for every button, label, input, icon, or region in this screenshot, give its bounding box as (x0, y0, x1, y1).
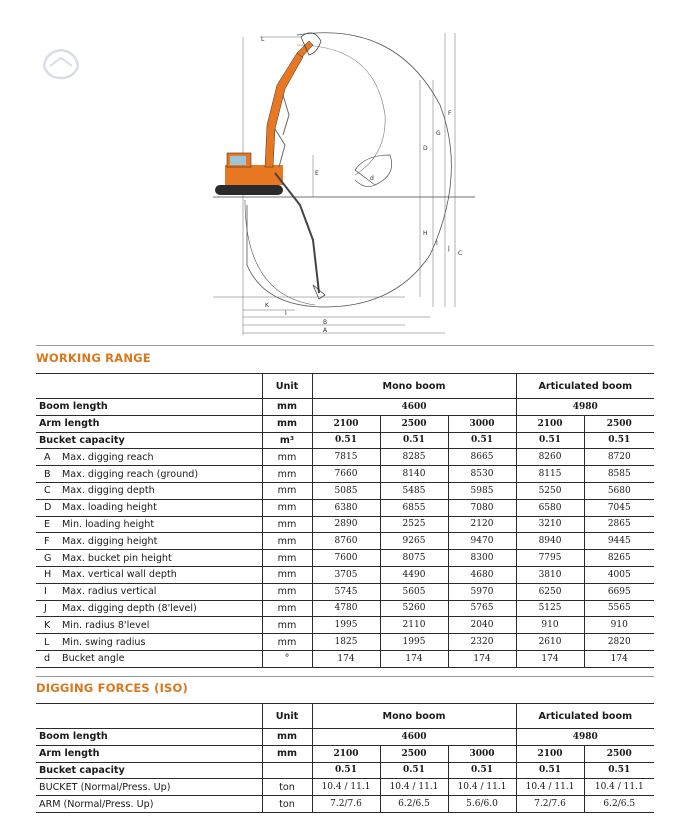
row-label (36, 634, 262, 651)
row-unit: mm (262, 516, 312, 533)
cell: 8720 (584, 449, 654, 466)
cell: 4490 (380, 566, 448, 583)
row-unit: mm (262, 415, 312, 432)
cell: 910 (584, 617, 654, 634)
row-unit: mm (262, 449, 312, 466)
cell: 8300 (448, 550, 516, 567)
cell: 2890 (312, 516, 380, 533)
row-label-text: Max. digging depth (8'level) (62, 602, 197, 614)
cell: 0.51 (380, 762, 448, 779)
cell: 5250 (516, 482, 584, 499)
cell: 9470 (448, 533, 516, 550)
cell: 0.51 (516, 762, 584, 779)
row-label-text: Max. vertical wall depth (62, 569, 177, 581)
row-code: L (44, 636, 50, 648)
cell: 8585 (584, 466, 654, 483)
cell: 5085 (312, 482, 380, 499)
cell: 2500 (584, 415, 654, 432)
working-range-title: WORKING RANGE (36, 351, 151, 365)
cell: 10.4 / 11.1 (380, 779, 448, 796)
diagram-label-bucket-angle: d (370, 175, 374, 182)
cell: 8140 (380, 466, 448, 483)
row-code: I (44, 586, 47, 598)
cell: 1995 (312, 617, 380, 634)
row-label (36, 600, 262, 617)
working-range-diagram (205, 25, 485, 343)
cell: 174 (448, 650, 516, 667)
row-label: Arm length (36, 415, 262, 432)
section-divider (36, 345, 654, 346)
table-row (36, 566, 654, 583)
row-unit: ton (262, 796, 312, 813)
table-row (36, 516, 654, 533)
row-unit: mm (262, 634, 312, 651)
cell: 6580 (516, 499, 584, 516)
row-code: F (44, 535, 50, 547)
row-unit: mm (262, 729, 312, 746)
table-row (36, 729, 654, 746)
mono-boom-header: Mono boom (312, 704, 516, 729)
cell: 2820 (584, 634, 654, 651)
cell: 0.51 (448, 762, 516, 779)
working-range-table (36, 373, 654, 668)
unit-header: Unit (262, 704, 312, 729)
table-row (36, 482, 654, 499)
cell: 8075 (380, 550, 448, 567)
cell: 5605 (380, 583, 448, 600)
table-row (36, 399, 654, 416)
row-unit: m³ (262, 432, 312, 449)
cell: 5680 (584, 482, 654, 499)
cell: 2040 (448, 617, 516, 634)
cell: 4980 (516, 399, 654, 416)
row-label (36, 466, 262, 483)
row-code: K (44, 619, 51, 631)
cell: 4600 (312, 729, 516, 746)
cell: 2100 (516, 415, 584, 432)
section-divider (36, 676, 654, 677)
cell: 6.2/6.5 (380, 796, 448, 813)
mono-boom-header: Mono boom (312, 374, 516, 399)
cell: 0.51 (380, 432, 448, 449)
cell: 3810 (516, 566, 584, 583)
diagram-label-d: D (423, 145, 428, 152)
cell: 10.4 / 11.1 (448, 779, 516, 796)
cell: 2100 (312, 415, 380, 432)
row-code: E (44, 518, 51, 530)
cell: 8530 (448, 466, 516, 483)
cell: 7.2/7.6 (312, 796, 380, 813)
row-unit: mm (262, 745, 312, 762)
table-row (36, 432, 654, 449)
row-label-text: Min. swing radius (62, 636, 146, 648)
table-row (36, 499, 654, 516)
table-row (36, 650, 654, 667)
cell: 3705 (312, 566, 380, 583)
row-code: J (44, 602, 47, 614)
cell: 0.51 (312, 762, 380, 779)
cell: 3210 (516, 516, 584, 533)
watermark-logo-icon (40, 46, 82, 82)
diagram-label-l: L (261, 36, 265, 43)
diagram-label-e: E (315, 170, 319, 177)
cell: 7660 (312, 466, 380, 483)
table-row (36, 466, 654, 483)
table-row (36, 415, 654, 432)
cell: 5745 (312, 583, 380, 600)
cell: 2100 (516, 745, 584, 762)
cell: 9445 (584, 533, 654, 550)
diagram-label-g: G (436, 130, 441, 137)
row-code: G (44, 552, 52, 564)
cell: 8265 (584, 550, 654, 567)
row-unit: mm (262, 550, 312, 567)
cell: 4680 (448, 566, 516, 583)
cell: 7080 (448, 499, 516, 516)
cell: 10.4 / 11.1 (584, 779, 654, 796)
cell: 0.51 (516, 432, 584, 449)
cell: 4980 (516, 729, 654, 746)
table-header-row (36, 374, 654, 399)
cell: 2865 (584, 516, 654, 533)
row-unit: mm (262, 499, 312, 516)
cell: 8940 (516, 533, 584, 550)
digging-forces-table (36, 703, 654, 813)
row-label (36, 550, 262, 567)
digging-forces-title: DIGGING FORCES (ISO) (36, 681, 188, 695)
diagram-label-c: C (458, 250, 463, 257)
table-row (36, 617, 654, 634)
cell: 8285 (380, 449, 448, 466)
cell: 5765 (448, 600, 516, 617)
table-row (36, 745, 654, 762)
cell: 0.51 (584, 762, 654, 779)
unit-header: Unit (262, 374, 312, 399)
row-unit: mm (262, 600, 312, 617)
diagram-label-k: K (265, 302, 269, 309)
cell: 6250 (516, 583, 584, 600)
cell: 9265 (380, 533, 448, 550)
row-label (36, 650, 262, 667)
row-label (36, 583, 262, 600)
cell: 6855 (380, 499, 448, 516)
diagram-label-h: H (423, 230, 428, 237)
table-header-row (36, 704, 654, 729)
row-unit: mm (262, 466, 312, 483)
row-unit (262, 762, 312, 779)
cell: 5485 (380, 482, 448, 499)
cell: 8760 (312, 533, 380, 550)
cell: 4005 (584, 566, 654, 583)
row-label-text: Min. loading height (62, 518, 155, 530)
cell: 174 (380, 650, 448, 667)
cell: 7815 (312, 449, 380, 466)
row-unit: ton (262, 779, 312, 796)
diagram-label-f: F (448, 110, 452, 117)
row-unit: mm (262, 583, 312, 600)
cell: 5260 (380, 600, 448, 617)
cell: 4780 (312, 600, 380, 617)
cell: 6695 (584, 583, 654, 600)
cell: 8260 (516, 449, 584, 466)
cell: 5.6/6.0 (448, 796, 516, 813)
cell: 2110 (380, 617, 448, 634)
row-unit: ° (262, 650, 312, 667)
diagram-label-j: J (448, 245, 450, 252)
row-label: BUCKET (Normal/Press. Up) (36, 779, 262, 796)
table-row (36, 550, 654, 567)
articulated-boom-header: Articulated boom (516, 374, 654, 399)
row-label (36, 482, 262, 499)
cell: 8115 (516, 466, 584, 483)
cell: 5985 (448, 482, 516, 499)
table-row (36, 796, 654, 813)
diagram-label-i: I (436, 240, 438, 247)
diagram-label-i2: I (285, 310, 287, 317)
row-label (36, 449, 262, 466)
cell: 4600 (312, 399, 516, 416)
cell: 2525 (380, 516, 448, 533)
table-row (36, 600, 654, 617)
cell: 174 (516, 650, 584, 667)
row-label-text: Min. radius 8'level (62, 619, 150, 631)
cell: 7045 (584, 499, 654, 516)
cell: 7.2/7.6 (516, 796, 584, 813)
row-label (36, 617, 262, 634)
row-label: ARM (Normal/Press. Up) (36, 796, 262, 813)
row-code: d (44, 653, 51, 665)
cell: 7600 (312, 550, 380, 567)
row-label-text: Max. radius vertical (62, 586, 157, 598)
cell: 10.4 / 11.1 (312, 779, 380, 796)
row-unit: mm (262, 482, 312, 499)
row-label-text: Max. loading height (62, 502, 157, 514)
row-label (36, 566, 262, 583)
row-label: Boom length (36, 399, 262, 416)
cell: 5125 (516, 600, 584, 617)
cell: 5565 (584, 600, 654, 617)
cell: 0.51 (448, 432, 516, 449)
table-row (36, 583, 654, 600)
cell: 6.2/6.5 (584, 796, 654, 813)
cell: 6380 (312, 499, 380, 516)
row-label-text: Max. bucket pin height (62, 552, 172, 564)
cell: 8665 (448, 449, 516, 466)
row-code: B (44, 468, 51, 480)
row-label: Boom length (36, 729, 262, 746)
row-label (36, 533, 262, 550)
diagram-label-a: A (323, 327, 328, 334)
cell: 2120 (448, 516, 516, 533)
cell: 5970 (448, 583, 516, 600)
cell: 3000 (448, 415, 516, 432)
cell: 2610 (516, 634, 584, 651)
row-code: A (44, 451, 51, 463)
cell: 1995 (380, 634, 448, 651)
row-label-text: Max. digging reach (ground) (62, 468, 199, 480)
row-label-text: Max. digging reach (62, 451, 154, 463)
cell: 2320 (448, 634, 516, 651)
row-label (36, 499, 262, 516)
cell: 1825 (312, 634, 380, 651)
row-label-text: Max. digging height (62, 535, 158, 547)
row-label: Arm length (36, 745, 262, 762)
row-code: C (44, 485, 51, 497)
cell: 2500 (380, 415, 448, 432)
row-label-text: Max. digging depth (62, 485, 155, 497)
diagram-label-b: B (323, 319, 328, 326)
table-row (36, 533, 654, 550)
cell: 174 (584, 650, 654, 667)
cell: 3000 (448, 745, 516, 762)
cell: 10.4 / 11.1 (516, 779, 584, 796)
row-code: D (44, 502, 52, 514)
row-label: Bucket capacity (36, 432, 262, 449)
row-label: Bucket capacity (36, 762, 262, 779)
row-label (36, 516, 262, 533)
cell: 174 (312, 650, 380, 667)
table-row (36, 634, 654, 651)
cell: 7795 (516, 550, 584, 567)
cell: 910 (516, 617, 584, 634)
row-unit: mm (262, 566, 312, 583)
cell: 2500 (584, 745, 654, 762)
table-row (36, 779, 654, 796)
cell: 0.51 (312, 432, 380, 449)
row-code: H (44, 569, 52, 581)
row-unit: mm (262, 533, 312, 550)
table-row (36, 762, 654, 779)
cell: 2500 (380, 745, 448, 762)
row-unit: mm (262, 617, 312, 634)
row-unit: mm (262, 399, 312, 416)
row-label-text: Bucket angle (62, 653, 125, 665)
articulated-boom-header: Articulated boom (516, 704, 654, 729)
cell: 2100 (312, 745, 380, 762)
table-row (36, 449, 654, 466)
cell: 0.51 (584, 432, 654, 449)
